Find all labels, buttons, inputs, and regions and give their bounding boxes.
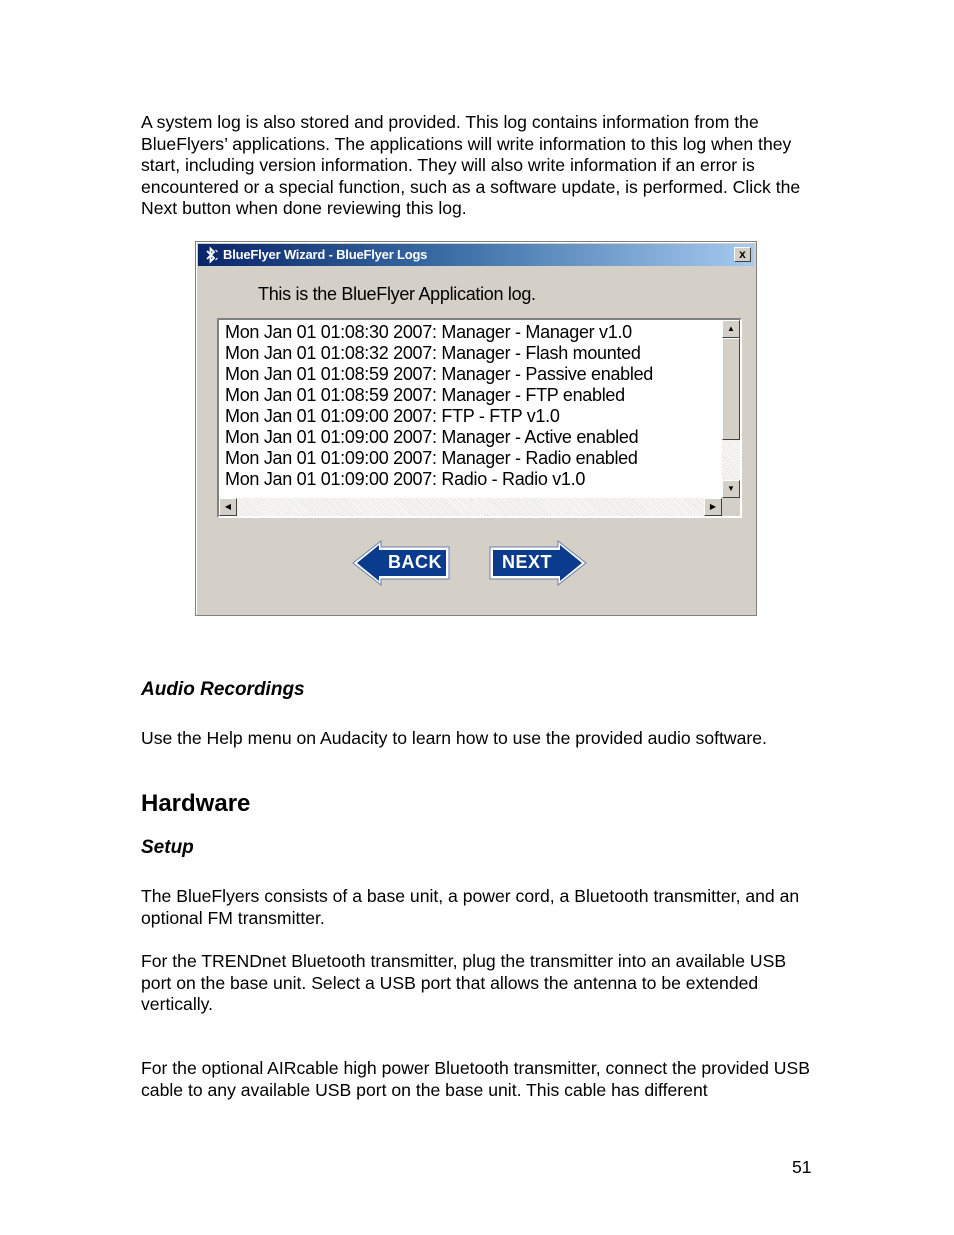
setup-paragraph-2: For the TRENDnet Bluetooth transmitter, plug the transmitter into an available USB port on the base unit. Select a USB port that allows the antenna to be extended vertically. [141,951,787,1014]
log-line: Mon Jan 01 01:09:00 2007: Radio - Radio v1.0 [225,469,586,489]
log-line: Mon Jan 01 01:08:32 2007: Manager - Flash mounted [225,343,641,363]
dialog-title: BlueFlyer Wizard - BlueFlyer Logs [223,247,428,262]
page-number: 51 [792,1157,812,1177]
log-line: Mon Jan 01 01:09:00 2007: Manager - Active enabled [225,427,639,447]
horizontal-scrollbar[interactable] [219,498,722,516]
audio-paragraph: Use the Help menu on Audacity to learn how to use the provided audio software. [141,728,767,748]
scroll-down-icon[interactable]: ▼ [722,480,740,498]
scrollbar-corner [722,498,740,516]
scroll-left-icon[interactable]: ◀ [219,498,237,516]
next-label: NEXT [502,552,553,572]
intro-paragraph: A system log is also stored and provided. This log contains information from the BlueFlyers’ applications. The applications will write information to this log when they start, including version information. They will also write information if an error is encountered or a special function, such as a software update, is performed. Click the Next button when done reviewing this log. [141,112,801,218]
close-button[interactable] [734,247,751,262]
log-line: Mon Jan 01 01:09:00 2007: FTP - FTP v1.0 [225,406,560,426]
log-listbox[interactable] [217,318,742,518]
back-button[interactable] [351,537,451,589]
log-description-label: This is the BlueFlyer Application log. [258,284,536,304]
setup-paragraph-1: The BlueFlyers consists of a base unit, a power cord, a Bluetooth transmitter, and an optional FM transmitter. [141,886,800,928]
scroll-up-icon[interactable]: ▲ [722,320,740,338]
log-line: Mon Jan 01 01:08:59 2007: Manager - Passive enabled [225,364,654,384]
log-line: Mon Jan 01 01:09:00 2007: Manager - Radio enabled [225,448,638,468]
blueflyer-logs-dialog [195,241,757,616]
audio-recordings-heading: Audio Recordings [141,679,305,700]
log-lines [225,322,653,490]
setup-heading: Setup [141,837,194,858]
scroll-right-icon[interactable]: ▶ [704,498,722,516]
next-button[interactable] [488,537,588,589]
log-line: Mon Jan 01 01:08:30 2007: Manager - Manager v1.0 [225,322,632,342]
log-line: Mon Jan 01 01:08:59 2007: Manager - FTP enabled [225,385,625,405]
bluetooth-icon [202,246,220,264]
dialog-titlebar[interactable] [198,244,754,266]
setup-paragraph-3: For the optional AIRcable high power Bluetooth transmitter, connect the provided USB cable to any available USB port on the base unit. This cable has different [141,1058,810,1100]
vertical-scrollbar[interactable] [722,320,740,498]
back-label: BACK [388,552,442,572]
close-icon: x [739,247,746,261]
hardware-heading: Hardware [141,790,251,817]
vertical-scroll-thumb[interactable] [722,338,740,440]
